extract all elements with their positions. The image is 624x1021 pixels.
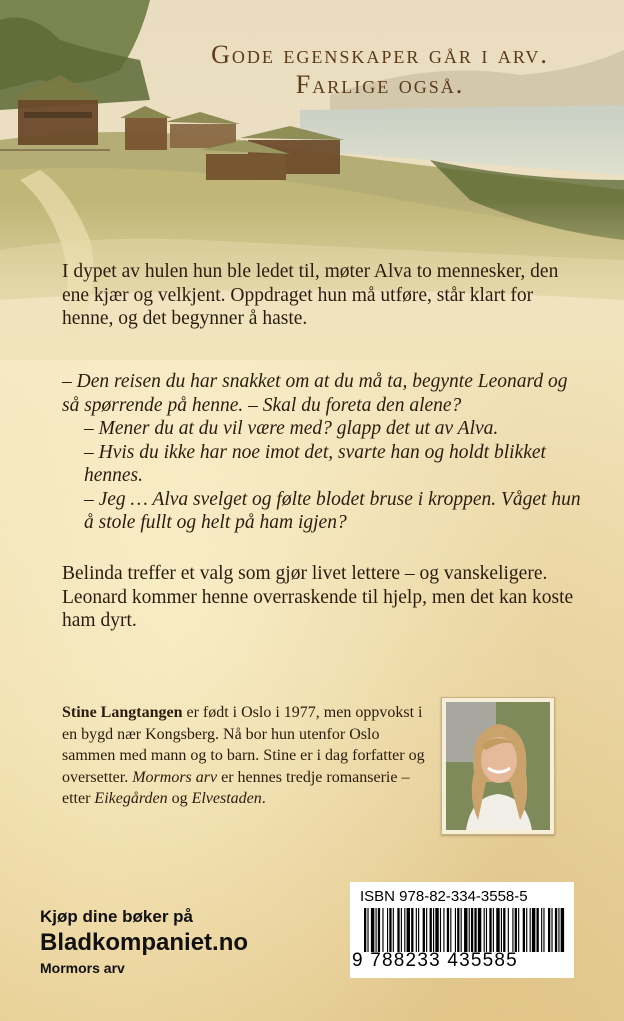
blurb-closing: Belinda treffer et valg som gjør livet lettere – og vanskeligere. Leonard kommer henne overraskende til hjelp, men det kan koste ham dyrt.: [62, 563, 574, 631]
isbn-text: ISBN 978-82-334-3558-5: [360, 888, 528, 905]
author-portrait-image: [446, 702, 550, 830]
author-bio-part-3: og: [167, 790, 192, 807]
dialog-line-4: – Jeg … Alva svelget og følte blodet bruse i kroppen. Våget hun å stole fullt og helt på ham igjen?: [84, 488, 581, 533]
tagline: [150, 40, 610, 100]
barcode-bars: [358, 908, 566, 952]
shop-website: Bladkompaniet.no: [40, 929, 249, 956]
shop-info: [40, 906, 300, 978]
shop-series: Mormors arv: [40, 960, 125, 976]
barcode-digits: 9 788233 435585: [352, 950, 518, 971]
book-title-2: Elvestaden: [191, 790, 262, 807]
blurb-intro: I dypet av hulen hun ble ledet til, møter Alva to mennesker, den ene kjær og velkjent. Oppdraget hun må utføre, står klart for henne, og det begynner å haste.: [62, 261, 559, 329]
barcode: [350, 882, 574, 978]
author-bio-part-1: er født i Oslo i 1977, men oppvokst i en bygd nær Kongsberg. Nå bor hun utenfor Oslo sammen med mann og to barn. Stine er i dag forfatter og oversetter.: [62, 704, 425, 786]
tagline-line-1: Gode egenskaper går i arv.: [211, 40, 549, 69]
dialog-line-1: – Den reisen du har snakket om at du må ta, begynte Leonard og så spørrende på henne. – Skal du foreta den alene?: [62, 371, 568, 416]
shop-line: Kjøp dine bøker på: [40, 907, 194, 926]
series-title: Mormors arv: [132, 768, 218, 786]
dialog-line-3: – Hvis du ikke har noe imot det, svarte han og holdt blikket hennes.: [84, 441, 546, 486]
author-name: Stine Langtangen: [62, 704, 183, 721]
blurb-dialog: [62, 370, 582, 535]
tagline-line-2: Farlige også.: [295, 70, 465, 99]
book-title-1: Eikegården: [94, 790, 168, 807]
author-bio-part-4: .: [261, 790, 266, 807]
author-bio: [62, 702, 430, 810]
author-bio-part-2: er hennes tredje romanserie – etter: [62, 768, 410, 807]
author-photo: [441, 697, 555, 835]
dialog-line-2: – Mener du at du vil være med? glapp det ut av Alva.: [84, 418, 499, 439]
